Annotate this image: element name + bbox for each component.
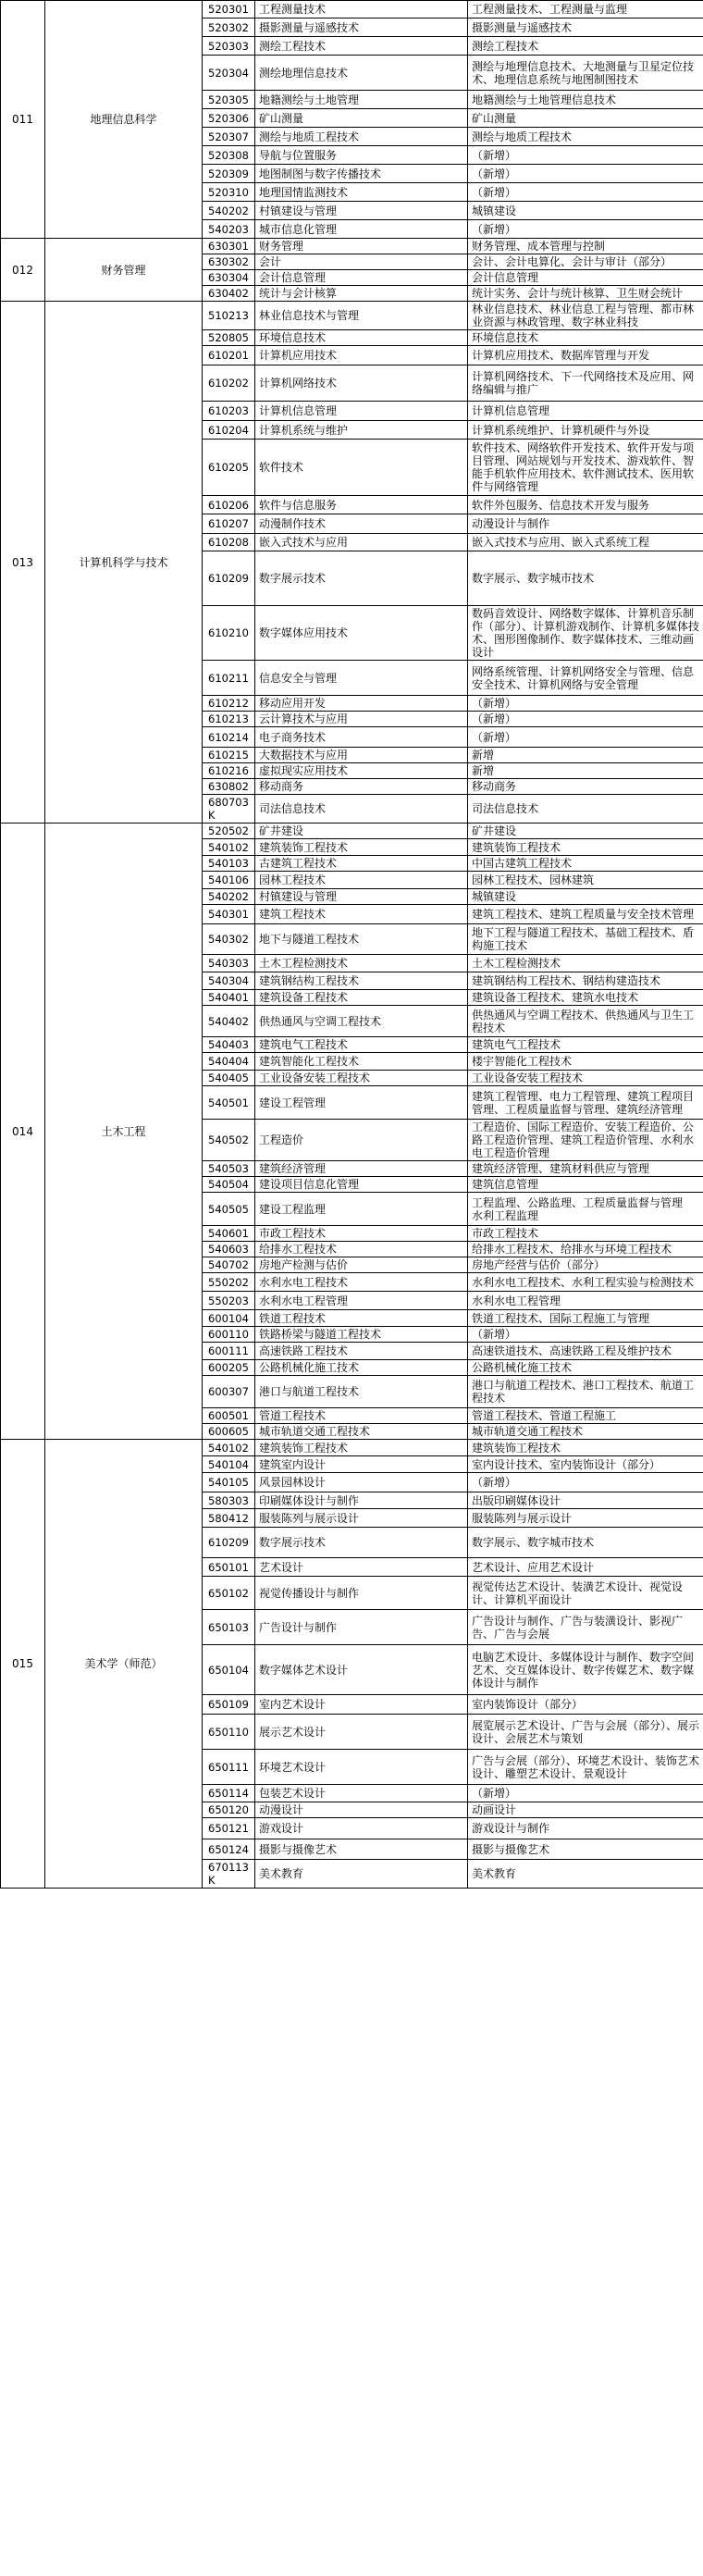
- code-cell: 610211: [203, 661, 255, 696]
- vocational-major-cell: 司法信息技术: [255, 795, 468, 824]
- vocational-major-cell: 建设工程监理: [255, 1193, 468, 1226]
- code-cell: 540501: [203, 1086, 255, 1120]
- vocational-major-cell: 展示艺术设计: [255, 1715, 468, 1750]
- vocational-major-cell: 信息安全与管理: [255, 661, 468, 696]
- matched-majors-cell: 给排水工程技术、给排水与环境工程技术: [468, 1242, 703, 1257]
- matched-majors-cell: 会计、会计电算化、会计与审计（部分）: [468, 254, 703, 270]
- vocational-major-cell: 建筑钢结构工程技术: [255, 972, 468, 990]
- vocational-major-cell: 工程测量技术: [255, 1, 468, 19]
- vocational-major-cell: 建设项目信息化管理: [255, 1177, 468, 1193]
- vocational-major-cell: 数字展示技术: [255, 1528, 468, 1558]
- vocational-major-cell: 环境艺术设计: [255, 1750, 468, 1785]
- matched-majors-cell: 建筑经济管理、建筑材料供应与管理: [468, 1161, 703, 1177]
- vocational-major-cell: 大数据技术与应用: [255, 748, 468, 763]
- matched-majors-cell: 城市轨道交通工程技术: [468, 1424, 703, 1440]
- vocational-major-cell: 城市轨道交通工程技术: [255, 1424, 468, 1440]
- vocational-major-cell: 铁路桥梁与隧道工程技术: [255, 1327, 468, 1343]
- vocational-major-cell: 建筑装饰工程技术: [255, 839, 468, 856]
- matched-majors-cell: （新增）: [468, 712, 703, 727]
- matched-majors-cell: 工业设备安装工程技术: [468, 1071, 703, 1086]
- vocational-major-cell: 土木工程检测技术: [255, 955, 468, 972]
- code-cell: 610206: [203, 496, 255, 514]
- matched-majors-cell: 会计信息管理: [468, 270, 703, 286]
- code-cell: 610204: [203, 421, 255, 440]
- vocational-major-cell: 村镇建设与管理: [255, 202, 468, 220]
- vocational-major-cell: 矿井建设: [255, 824, 468, 839]
- vocational-major-cell: 印刷媒体设计与制作: [255, 1492, 468, 1509]
- vocational-major-cell: 计算机应用技术: [255, 346, 468, 365]
- code-cell: 540502: [203, 1120, 255, 1161]
- vocational-major-cell: 摄影测量与遥感技术: [255, 19, 468, 37]
- code-cell: 580412: [203, 1509, 255, 1528]
- code-cell: 650103: [203, 1610, 255, 1645]
- vocational-major-cell: 软件与信息服务: [255, 496, 468, 514]
- vocational-major-cell: 风景园林设计: [255, 1473, 468, 1492]
- code-cell: 650110: [203, 1715, 255, 1750]
- vocational-major-cell: 地下与隧道工程技术: [255, 924, 468, 955]
- code-cell: 650111: [203, 1750, 255, 1785]
- vocational-major-cell: 建筑设备工程技术: [255, 990, 468, 1006]
- matched-majors-cell: 服装陈列与展示设计: [468, 1509, 703, 1528]
- code-cell: 520805: [203, 330, 255, 346]
- vocational-major-cell: 给排水工程技术: [255, 1242, 468, 1257]
- matched-majors-cell: 楼宇智能化工程技术: [468, 1053, 703, 1071]
- code-cell: 610207: [203, 514, 255, 534]
- matched-majors-cell: 数字展示、数字城市技术: [468, 551, 703, 606]
- matched-majors-cell: （新增）: [468, 727, 703, 748]
- code-cell: 610213: [203, 712, 255, 727]
- group-index-cell: 014: [1, 824, 45, 1440]
- code-cell: 540403: [203, 1037, 255, 1053]
- vocational-major-cell: 管道工程技术: [255, 1408, 468, 1424]
- matched-majors-cell: 软件技术、网络软件开发技术、软件开发与项目管理、网站规划与开发技术、游戏软件、智能手机软件应用技术、软件测试技术、医用软件与网络管理: [468, 440, 703, 496]
- matched-majors-cell: 地下工程与隧道工程技术、基础工程技术、盾构施工技术: [468, 924, 703, 955]
- code-cell: 540405: [203, 1071, 255, 1086]
- code-cell: 550203: [203, 1292, 255, 1310]
- matched-majors-cell: 动漫设计与制作: [468, 514, 703, 534]
- matched-majors-cell: 新增: [468, 748, 703, 763]
- code-cell: 520502: [203, 824, 255, 839]
- code-cell: 670113K: [203, 1860, 255, 1889]
- matched-majors-cell: 环境信息技术: [468, 330, 703, 346]
- vocational-major-cell: 矿山测量: [255, 109, 468, 128]
- matched-majors-cell: 测绘与地质工程技术: [468, 128, 703, 146]
- matched-majors-cell: 动画设计: [468, 1802, 703, 1818]
- matched-majors-cell: 建筑装饰工程技术: [468, 1440, 703, 1456]
- code-cell: 540304: [203, 972, 255, 990]
- group-index-cell: 012: [1, 239, 45, 302]
- table-row: [1, 824, 703, 839]
- code-cell: 540402: [203, 1006, 255, 1037]
- vocational-major-cell: 计算机网络技术: [255, 365, 468, 402]
- code-cell: 610202: [203, 365, 255, 402]
- matched-majors-cell: 林业信息技术、林业信息工程与管理、都市林业资源与林政管理、数字林业科技: [468, 302, 703, 330]
- table-row: [1, 1440, 703, 1456]
- vocational-major-cell: 建设工程管理: [255, 1086, 468, 1120]
- code-cell: 540303: [203, 955, 255, 972]
- table-row: [1, 302, 703, 330]
- vocational-major-cell: 高速铁路工程技术: [255, 1343, 468, 1360]
- undergrad-major-cell: 地理信息科学: [45, 1, 203, 239]
- vocational-major-cell: 数字媒体应用技术: [255, 606, 468, 661]
- code-cell: 540104: [203, 1456, 255, 1473]
- matched-majors-cell: 嵌入式技术与应用、嵌入式系统工程: [468, 534, 703, 551]
- code-cell: 520307: [203, 128, 255, 146]
- vocational-major-cell: 村镇建设与管理: [255, 889, 468, 905]
- undergrad-major-cell: 土木工程: [45, 824, 203, 1440]
- matched-majors-cell: 电脑艺术设计、多媒体设计与制作、数字空间艺术、交互媒体设计、数字传媒艺术、数字媒体设计与制作: [468, 1645, 703, 1695]
- vocational-major-cell: 摄影与摄像艺术: [255, 1839, 468, 1860]
- matched-majors-cell: 建筑设备工程技术、建筑水电技术: [468, 990, 703, 1006]
- code-cell: 650124: [203, 1839, 255, 1860]
- code-cell: 650121: [203, 1818, 255, 1839]
- vocational-major-cell: 服装陈列与展示设计: [255, 1509, 468, 1528]
- vocational-major-cell: 市政工程技术: [255, 1226, 468, 1242]
- vocational-major-cell: 港口与航道工程技术: [255, 1376, 468, 1408]
- vocational-major-cell: 地理国情监测技术: [255, 183, 468, 202]
- matched-majors-cell: 城镇建设: [468, 202, 703, 220]
- code-cell: 610215: [203, 748, 255, 763]
- code-cell: 650104: [203, 1645, 255, 1695]
- vocational-major-cell: 测绘地理信息技术: [255, 56, 468, 91]
- matched-majors-cell: 建筑信息管理: [468, 1177, 703, 1193]
- matched-majors-cell: 工程测量技术、工程测量与监理: [468, 1, 703, 19]
- code-cell: 610209: [203, 551, 255, 606]
- code-cell: 680703K: [203, 795, 255, 824]
- vocational-major-cell: 古建筑工程技术: [255, 856, 468, 872]
- vocational-major-cell: 室内艺术设计: [255, 1695, 468, 1715]
- matched-majors-cell: 美术教育: [468, 1860, 703, 1889]
- code-cell: 520310: [203, 183, 255, 202]
- matched-majors-cell: 出版印刷媒体设计: [468, 1492, 703, 1509]
- code-cell: 600307: [203, 1376, 255, 1408]
- matched-majors-cell: 园林工程技术、园林建筑: [468, 872, 703, 889]
- code-cell: 630402: [203, 286, 255, 302]
- code-cell: 630304: [203, 270, 255, 286]
- code-cell: 520306: [203, 109, 255, 128]
- matched-majors-cell: 移动商务: [468, 779, 703, 795]
- vocational-major-cell: 地图制图与数字传播技术: [255, 165, 468, 183]
- vocational-major-cell: 移动商务: [255, 779, 468, 795]
- vocational-major-cell: 建筑经济管理: [255, 1161, 468, 1177]
- undergrad-major-cell: 计算机科学与技术: [45, 302, 203, 824]
- table-row: [1, 1, 703, 19]
- vocational-major-cell: 广告设计与制作: [255, 1610, 468, 1645]
- matched-majors-cell: 计算机信息管理: [468, 402, 703, 421]
- vocational-major-cell: 游戏设计: [255, 1818, 468, 1839]
- matched-majors-cell: 展览展示艺术设计、广告与会展（部分）、展示设计、会展艺术与策划: [468, 1715, 703, 1750]
- vocational-major-cell: 艺术设计: [255, 1558, 468, 1577]
- code-cell: 540401: [203, 990, 255, 1006]
- matched-majors-cell: 摄影与摄像艺术: [468, 1839, 703, 1860]
- code-cell: 540202: [203, 202, 255, 220]
- vocational-major-cell: 房地产检测与估价: [255, 1257, 468, 1273]
- matched-majors-cell: （新增）: [468, 696, 703, 712]
- code-cell: 600501: [203, 1408, 255, 1424]
- vocational-major-cell: 测绘工程技术: [255, 37, 468, 56]
- table-body: [1, 1, 703, 1889]
- vocational-major-cell: 美术教育: [255, 1860, 468, 1889]
- vocational-major-cell: 会计: [255, 254, 468, 270]
- matched-majors-cell: 软件外包服务、信息技术开发与服务: [468, 496, 703, 514]
- code-cell: 540404: [203, 1053, 255, 1071]
- matched-majors-cell: 统计实务、会计与统计核算、卫生财会统计: [468, 286, 703, 302]
- matched-majors-cell: 财务管理、成本管理与控制: [468, 239, 703, 254]
- vocational-major-cell: 建筑工程技术: [255, 905, 468, 924]
- matched-majors-cell: 建筑工程管理、电力工程管理、建筑工程项目管理、工程质量监督与管理、建筑经济管理: [468, 1086, 703, 1120]
- vocational-major-cell: 建筑电气工程技术: [255, 1037, 468, 1053]
- vocational-major-cell: 测绘与地质工程技术: [255, 128, 468, 146]
- matched-majors-cell: 游戏设计与制作: [468, 1818, 703, 1839]
- vocational-major-cell: 计算机系统与维护: [255, 421, 468, 440]
- vocational-major-cell: 计算机信息管理: [255, 402, 468, 421]
- matched-majors-cell: 水利水电工程管理: [468, 1292, 703, 1310]
- matched-majors-cell: 管道工程技术、管道工程施工: [468, 1408, 703, 1424]
- code-cell: 510213: [203, 302, 255, 330]
- code-cell: 520308: [203, 146, 255, 165]
- matched-majors-cell: 网络系统管理、计算机网络安全与管理、信息安全技术、计算机网络与安全管理: [468, 661, 703, 696]
- vocational-major-cell: 会计信息管理: [255, 270, 468, 286]
- vocational-major-cell: 林业信息技术与管理: [255, 302, 468, 330]
- code-cell: 650120: [203, 1802, 255, 1818]
- matched-majors-cell: 地籍测绘与土地管理信息技术: [468, 91, 703, 109]
- table-row: [1, 239, 703, 254]
- vocational-major-cell: 虚拟现实应用技术: [255, 763, 468, 779]
- code-cell: 520302: [203, 19, 255, 37]
- vocational-major-cell: 地籍测绘与土地管理: [255, 91, 468, 109]
- matched-majors-cell: 建筑钢结构工程技术、钢结构建造技术: [468, 972, 703, 990]
- matched-majors-cell: 市政工程技术: [468, 1226, 703, 1242]
- code-cell: 600111: [203, 1343, 255, 1360]
- undergrad-major-cell: 美术学（师范）: [45, 1440, 203, 1889]
- matched-majors-cell: 数字展示、数字城市技术: [468, 1528, 703, 1558]
- vocational-major-cell: 视觉传播设计与制作: [255, 1577, 468, 1610]
- matched-majors-cell: （新增）: [468, 1473, 703, 1492]
- code-cell: 520301: [203, 1, 255, 19]
- code-cell: 650102: [203, 1577, 255, 1610]
- code-cell: 580303: [203, 1492, 255, 1509]
- code-cell: 630302: [203, 254, 255, 270]
- matched-majors-cell: 城镇建设: [468, 889, 703, 905]
- code-cell: 610203: [203, 402, 255, 421]
- matched-majors-cell: 供热通风与空调工程技术、供热通风与卫生工程技术: [468, 1006, 703, 1037]
- matched-majors-cell: 新增: [468, 763, 703, 779]
- code-cell: 610212: [203, 696, 255, 712]
- code-cell: 520304: [203, 56, 255, 91]
- code-cell: 600205: [203, 1360, 255, 1376]
- matched-majors-cell: 工程造价、国际工程造价、安装工程造价、公路工程造价管理、建筑工程造价管理、水利水电工程造价管理: [468, 1120, 703, 1161]
- code-cell: 540203: [203, 220, 255, 239]
- matched-majors-cell: 矿井建设: [468, 824, 703, 839]
- code-cell: 610210: [203, 606, 255, 661]
- vocational-major-cell: 工业设备安装工程技术: [255, 1071, 468, 1086]
- code-cell: 630301: [203, 239, 255, 254]
- vocational-major-cell: 云计算技术与应用: [255, 712, 468, 727]
- vocational-major-cell: 水利水电工程技术: [255, 1273, 468, 1292]
- matched-majors-cell: 测绘工程技术: [468, 37, 703, 56]
- matched-majors-cell: 建筑电气工程技术: [468, 1037, 703, 1053]
- code-cell: 540105: [203, 1473, 255, 1492]
- vocational-major-cell: 嵌入式技术与应用: [255, 534, 468, 551]
- matched-majors-cell: 测绘与地理信息技术、大地测量与卫星定位技术、地理信息系统与地图制图技术: [468, 56, 703, 91]
- code-cell: 540302: [203, 924, 255, 955]
- matched-majors-cell: 高速铁道技术、高速铁路工程及维护技术: [468, 1343, 703, 1360]
- vocational-major-cell: 园林工程技术: [255, 872, 468, 889]
- code-cell: 600605: [203, 1424, 255, 1440]
- code-cell: 540106: [203, 872, 255, 889]
- vocational-major-cell: 动漫设计: [255, 1802, 468, 1818]
- code-cell: 540103: [203, 856, 255, 872]
- vocational-major-cell: 公路机械化施工技术: [255, 1360, 468, 1376]
- matched-majors-cell: 广告与会展（部分）、环境艺术设计、装饰艺术设计、雕塑艺术设计、景观设计: [468, 1750, 703, 1785]
- vocational-major-cell: 建筑装饰工程技术: [255, 1440, 468, 1456]
- matched-majors-cell: 计算机网络技术、下一代网络技术及应用、网络编辑与推广: [468, 365, 703, 402]
- vocational-major-cell: 铁道工程技术: [255, 1310, 468, 1327]
- matched-majors-cell: 建筑装饰工程技术: [468, 839, 703, 856]
- group-index-cell: 015: [1, 1440, 45, 1889]
- vocational-major-cell: 环境信息技术: [255, 330, 468, 346]
- matched-majors-cell: 摄影测量与遥感技术: [468, 19, 703, 37]
- matched-majors-cell: 房地产经营与估价（部分）: [468, 1257, 703, 1273]
- code-cell: 520303: [203, 37, 255, 56]
- matched-majors-cell: （新增）: [468, 1785, 703, 1802]
- matched-majors-cell: 司法信息技术: [468, 795, 703, 824]
- code-cell: 540102: [203, 839, 255, 856]
- vocational-major-cell: 动漫制作技术: [255, 514, 468, 534]
- matched-majors-cell: 视觉传达艺术设计、装潢艺术设计、视觉设计、计算机平面设计: [468, 1577, 703, 1610]
- code-cell: 540301: [203, 905, 255, 924]
- code-cell: 540202: [203, 889, 255, 905]
- code-cell: 650101: [203, 1558, 255, 1577]
- vocational-major-cell: 包装艺术设计: [255, 1785, 468, 1802]
- vocational-major-cell: 建筑智能化工程技术: [255, 1053, 468, 1071]
- code-cell: 540102: [203, 1440, 255, 1456]
- matched-majors-cell: 建筑工程技术、建筑工程质量与安全技术管理: [468, 905, 703, 924]
- matched-majors-cell: 室内装饰设计（部分）: [468, 1695, 703, 1715]
- group-index-cell: 013: [1, 302, 45, 824]
- code-cell: 610205: [203, 440, 255, 496]
- vocational-major-cell: 城市信息化管理: [255, 220, 468, 239]
- code-cell: 600104: [203, 1310, 255, 1327]
- code-cell: 540504: [203, 1177, 255, 1193]
- matched-majors-cell: （新增）: [468, 183, 703, 202]
- matched-majors-cell: 计算机应用技术、数据库管理与开发: [468, 346, 703, 365]
- matched-majors-cell: 水利水电工程技术、水利工程实验与检测技术: [468, 1273, 703, 1292]
- code-cell: 610201: [203, 346, 255, 365]
- code-cell: 610208: [203, 534, 255, 551]
- code-cell: 540603: [203, 1242, 255, 1257]
- matched-majors-cell: 中国古建筑工程技术: [468, 856, 703, 872]
- vocational-major-cell: 建筑室内设计: [255, 1456, 468, 1473]
- code-cell: 540702: [203, 1257, 255, 1273]
- matched-majors-cell: （新增）: [468, 1327, 703, 1343]
- vocational-major-cell: 供热通风与空调工程技术: [255, 1006, 468, 1037]
- vocational-major-cell: 水利水电工程管理: [255, 1292, 468, 1310]
- code-cell: 650114: [203, 1785, 255, 1802]
- vocational-major-cell: 移动应用开发: [255, 696, 468, 712]
- code-cell: 540601: [203, 1226, 255, 1242]
- matched-majors-cell: （新增）: [468, 220, 703, 239]
- code-cell: 540503: [203, 1161, 255, 1177]
- vocational-major-cell: 电子商务技术: [255, 727, 468, 748]
- matched-majors-cell: 港口与航道工程技术、港口工程技术、航道工程技术: [468, 1376, 703, 1408]
- vocational-major-cell: 软件技术: [255, 440, 468, 496]
- vocational-major-cell: 工程造价: [255, 1120, 468, 1161]
- undergrad-major-cell: 财务管理: [45, 239, 203, 302]
- matched-majors-cell: 室内设计技术、室内装饰设计（部分）: [468, 1456, 703, 1473]
- matched-majors-cell: 土木工程检测技术: [468, 955, 703, 972]
- matched-majors-cell: 广告设计与制作、广告与装潢设计、影视广告、广告与会展: [468, 1610, 703, 1645]
- matched-majors-cell: 数码音效设计、网络数字媒体、计算机音乐制作（部分）、计算机游戏制作、计算机多媒体技术、图形图像制作、数字媒体技术、三维动画设计: [468, 606, 703, 661]
- code-cell: 520305: [203, 91, 255, 109]
- vocational-major-cell: 导航与位置服务: [255, 146, 468, 165]
- matched-majors-cell: （新增）: [468, 146, 703, 165]
- matched-majors-cell: 工程监理、公路监理、工程质量监督与管理 水利工程监理: [468, 1193, 703, 1226]
- code-cell: 650109: [203, 1695, 255, 1715]
- vocational-major-cell: 数字媒体艺术设计: [255, 1645, 468, 1695]
- vocational-major-cell: 财务管理: [255, 239, 468, 254]
- code-cell: 610214: [203, 727, 255, 748]
- matched-majors-cell: 公路机械化施工技术: [468, 1360, 703, 1376]
- group-index-cell: 011: [1, 1, 45, 239]
- code-cell: 610216: [203, 763, 255, 779]
- matched-majors-cell: 铁道工程技术、国际工程施工与管理: [468, 1310, 703, 1327]
- matched-majors-cell: 矿山测量: [468, 109, 703, 128]
- code-cell: 520309: [203, 165, 255, 183]
- code-cell: 610209: [203, 1528, 255, 1558]
- vocational-major-cell: 统计与会计核算: [255, 286, 468, 302]
- matched-majors-cell: （新增）: [468, 165, 703, 183]
- code-cell: 540505: [203, 1193, 255, 1226]
- matched-majors-cell: 艺术设计、应用艺术设计: [468, 1558, 703, 1577]
- code-cell: 600110: [203, 1327, 255, 1343]
- matched-majors-cell: 计算机系统维护、计算机硬件与外设: [468, 421, 703, 440]
- code-cell: 550202: [203, 1273, 255, 1292]
- code-cell: 630802: [203, 779, 255, 795]
- vocational-major-cell: 数字展示技术: [255, 551, 468, 606]
